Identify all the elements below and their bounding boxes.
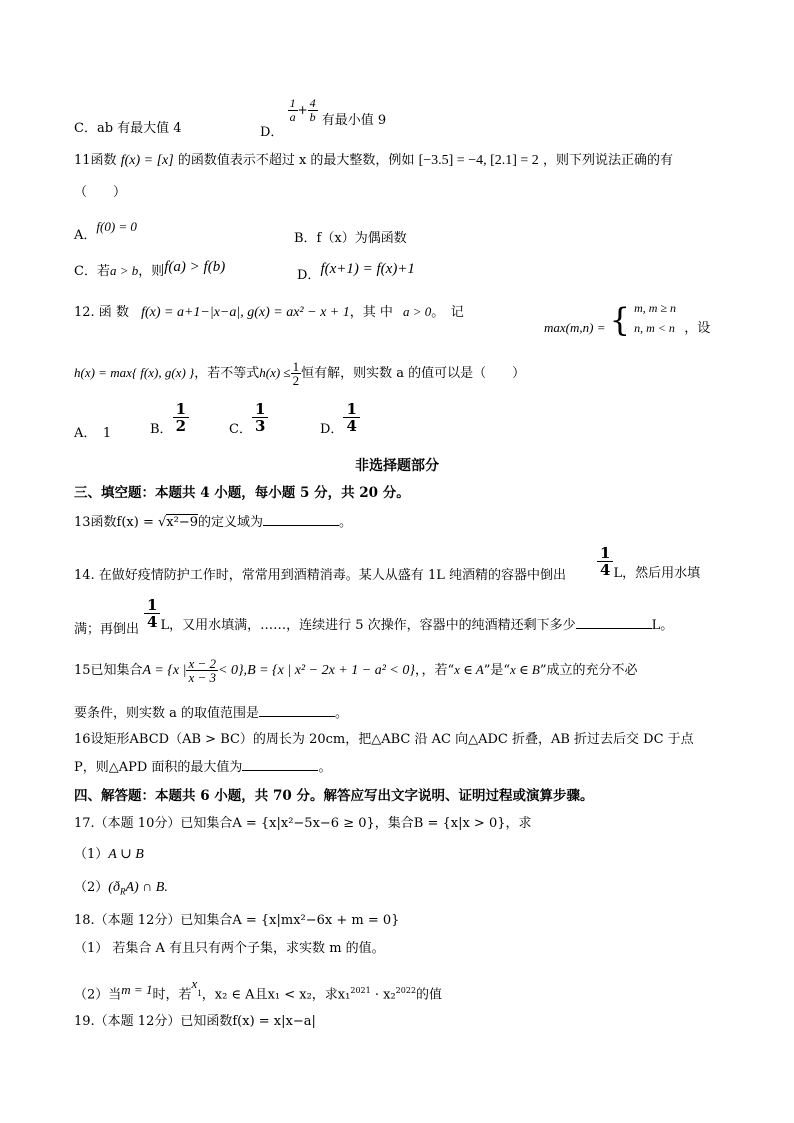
q11-paren: （ ）	[74, 185, 127, 200]
q14-line2: 满；再倒出	[74, 622, 140, 637]
q12-option-a: A． 1	[74, 426, 112, 441]
q15-line2: 要条件，则实数 a 的取值范围是 。	[74, 706, 349, 721]
q14-line1: 14. 在做好疫情防护工作时，常常用到酒精消毒。某人从盛有 1L 纯酒精的容器中倒出	[74, 568, 566, 583]
q11-stem: 11函数 f(x) = [x] 的函数值表示不超过 x 的最大整数，例如 [−3.5] = −4, [2.1] = 2 ，则下列说法正确的有	[74, 153, 673, 168]
q12-h-function: h(x) = max{ f(x), g(x) }	[74, 365, 195, 380]
q14-answer-blank	[576, 616, 652, 629]
q12-half: $\frac{1}{2}$	[292, 359, 300, 388]
q17-stem: 17.（本题 10分）已知集合A = {x|x²−5x−6 ≥ 0}，集合B = {x|x > 0}，求	[74, 816, 532, 831]
sqrt-icon: √	[158, 515, 167, 530]
q10-option-c-text: C．ab 有最大值 4	[74, 121, 182, 136]
q11-option-d: D．f(x+1) = f(x)+1	[297, 261, 415, 283]
section3-heading: 三、填空题：本题共 4 小题，每小题 5 分，共 20 分。	[74, 485, 410, 501]
q16-answer-blank	[242, 758, 318, 771]
q13-answer-blank	[263, 513, 339, 526]
q10-option-d: D． $\frac{1}{a}$ + $\frac{4}{b}$ 有最小值 9	[260, 96, 387, 140]
q10-option-d-frac1: $\frac{1}{a}$	[289, 96, 296, 124]
q11-example: [−3.5] = −4, [2.1] = 2	[418, 153, 539, 168]
q12-max-definition: max(m,n) = { m, m ≥ n n, m < n ，设	[544, 301, 711, 339]
q12-stem-line1: 12. 函 数 f(x) = a+1−|x−a|, g(x) = ax² − x + 1，其 中 a > 0。 记	[74, 304, 464, 320]
q10-option-d-label: D．	[260, 125, 284, 140]
q11-option-b: B．f（x）为偶函数	[294, 231, 407, 246]
q18-part2: （2）当m = 1时，若$x_1$，x₂ ∈ A且x₁ < x₂，求x₁$^{2021}$ · x₂$^{2022}$的值	[74, 976, 443, 1003]
q16-line1: 16设矩形ABCD（AB > BC）的周长为 20cm，把△ABC 沿 AC 向△ADC 折叠，AB 折过去后交 DC 于点	[74, 732, 694, 747]
q12-functions: f(x) = a+1−|x−a|, g(x) = ax² − x + 1	[141, 305, 350, 320]
q12-option-c: C． $\frac{1}{3}$	[229, 401, 268, 434]
q12-stem-line2: h(x) = max{ f(x), g(x) }，若不等式h(x) ≤ $\frac{1}{2}$ 恒有解，则实数 a 的值可以是（ ）	[74, 359, 526, 388]
q18-stem: 18.（本题 12分）已知集合A = {x|mx²−6x + m = 0}	[74, 913, 400, 928]
q16-line2: P，则△APD 面积的最大值为 。	[74, 760, 332, 775]
q11-function: f(x) = [x]	[120, 153, 174, 168]
q10-option-d-frac2: $\frac{4}{b}$	[309, 96, 316, 124]
q10-option-d-suffix: 有最小值 9	[321, 113, 387, 128]
q17-part2: $(2)(ð_RA)$ ∩ B.	[74, 880, 168, 897]
q17-part1: （1）A ∪ B	[74, 847, 144, 862]
q14-fraction-2: $\frac{1}{4}$ L，又用水填满，……，连续进行 5 次操作，容器中的纯酒精还剩下多少 L。	[144, 597, 673, 630]
q19-stem: 19.（本题 12分）已知函数f(x) = x|x−a|	[74, 1014, 316, 1029]
section4-heading: 四、解答题：本题共 6 小题，共 70 分。解答应写出文字说明、证明过程或演算步骤。	[74, 788, 594, 804]
q15-answer-blank	[259, 704, 335, 717]
q12-option-b: B． $\frac{1}{2}$	[150, 401, 189, 434]
q15-line1: 15已知集合A = {x | $\frac{x - 2}{x - 3}$ < 0},B = {x | x² − 2x + 1 − a² < 0}，，若“x ∈ A”是“x ∈ B”成立的充分不必	[74, 656, 638, 685]
part2-title: 非选择题部分	[355, 458, 439, 474]
q18-part1: （1） 若集合 A 有且只有两个子集，求实数 m 的值。	[74, 941, 385, 956]
q11-option-c: C．若a > b，则f(a) > f(b)	[74, 259, 226, 279]
q10-option-c	[74, 120, 182, 138]
q11-option-a: A．f(0) = 0	[74, 219, 137, 243]
q13: 13函数f(x) = √x²−9的定义域为 。	[74, 515, 353, 530]
q14-fraction-1: $\frac{1}{4}$ L，然后用水填	[597, 545, 700, 578]
q12-option-d: D． $\frac{1}{4}$	[320, 401, 360, 434]
